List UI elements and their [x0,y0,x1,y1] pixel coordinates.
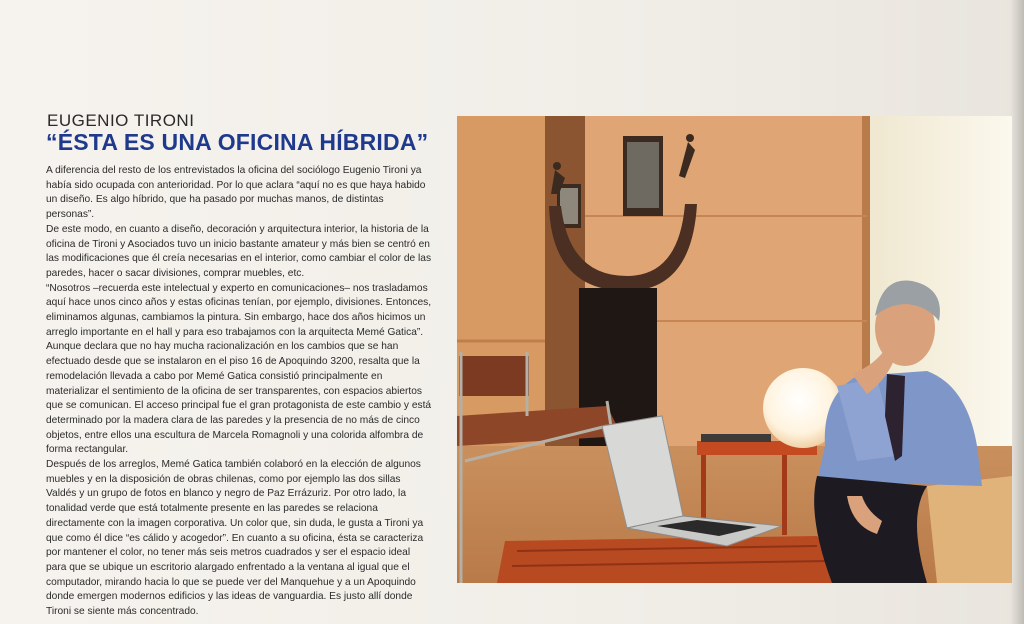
article-headline: “ÉSTA ES UNA OFICINA HÍBRIDA” [46,129,429,155]
article-body [46,164,432,620]
office-photo [457,116,1012,583]
article-paragraph: Después de los arreglos, Memé Gatica también colaboró en la elección de algunos muebles y en la disposición de obras chilenas, como por ejemplo las dos sillas Valdés y un grupo de fotos en blanco y negro de Paz Errázuriz. Por otro lado, la tonalidad verde que está totalmente presente en las paredes se relaciona directamente con la imagen corporativa. Un color que, sin duda, le gusta a Tironi ya que como él dice “es cálido y acogedor”. En cuanto a su oficina, ésta se caracteriza por mantener el color, no tener más seis metros cuadrados y ser el espacio ideal para que se ubique un escritorio alargado enfrentado a la ventana al igual que el computador, mirando hacia lo que se puede ver del Manquehue y a un Apoquindo donde emergen modernos edificios y las ideas de vanguardia. Es justo allí donde Tironi se siente más concentrado. [46,459,424,618]
article-paragraph: A diferencia del resto de los entrevistados la oficina del sociólogo Eugenio Tironi ya había sido ocupada con anterioridad. Por lo que aclara “aquí no es que haya habido un diseño. Es algo híbrido, que ha pasado por muchas manos, de distintas personas”. [46,165,426,221]
page-gutter-shadow [1010,0,1024,624]
article-paragraph: De este modo, en cuanto a diseño, decoración y arquitectura interior, la historia de la oficina de Tironi y Asociados tuvo un inicio bastante amateur y más bien se centró en las modificaciones que él creía necesarias en el interior, como cambiar el color de las paredes, hacer o sacar divisiones, comprar muebles, etc. [46,223,432,279]
article-paragraph: Aunque declara que no hay mucha racionalización en los cambios que se han efectuado desde que se instalaron en el piso 16 de Apoquindo 3200, resalta que la remodelación llevada a cabo por Memé Gatica consistió principalmente en materializar el sentimiento de la oficina de ser transparentes, con espacios abiertos que se comunican. El acceso principal fue el gran protagonista de este cambio y está determinado por la madera clara de las paredes y la presencia de no más de cinco objetos, entre ellos una escultura de Marcela Romagnoli y una colorida alfombra de forma rectangular. [46,341,432,456]
article-author: EUGENIO TIRONI [47,111,195,130]
office-photo-illustration [457,116,1012,583]
article-paragraph: “Nosotros –recuerda este intelectual y experto en comunicaciones– nos trasladamos aquí hace unos cinco años y estas oficinas tenían, por ejemplo, divisiones. Entonces, eliminamos algunas, cambiamos la pintura. Sin embargo, hace dos años hicimos un arreglo importante en el hall y para eso trabajamos con la arquitecta Memé Gatica”. [46,282,432,338]
